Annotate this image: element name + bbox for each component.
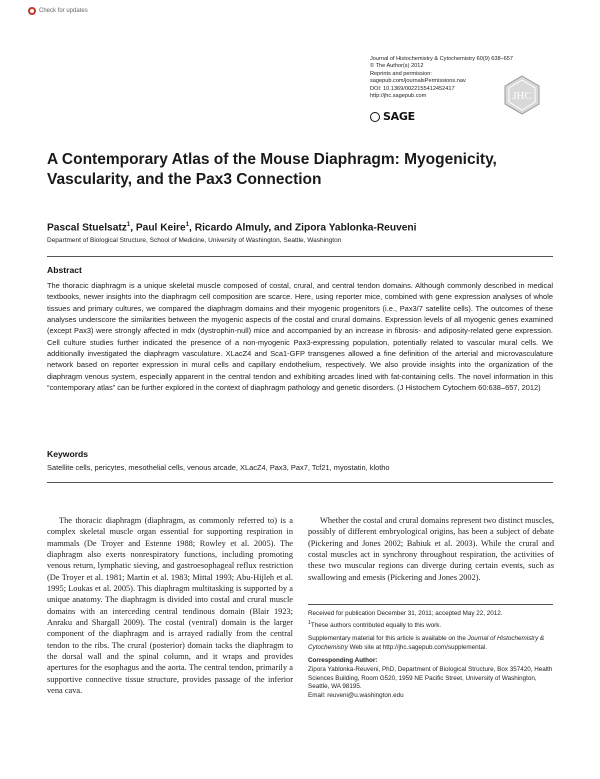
sage-logo-icon	[370, 112, 380, 122]
corresponding-author-email[interactable]: Email: reuveni@u.washington.edu	[308, 691, 404, 699]
supplementary-note: Supplementary material for this article is available on the Journal of Histochemistry & Cytochemistry Web site at http://jhc.sagepub.com/supplemental.	[308, 635, 545, 651]
publisher-logo	[370, 110, 415, 123]
abstract-text: The thoracic diaphragm is a unique skeletal muscle composed of costal, crural, and central tendon domains. Although commonly described in medical textbooks, newer insights into the diaphragm cell composition are scarce. Here, using reporter mice, combined with gene expression analyses of whole tissues and primary cultures, we compared the diaphragm domains and their myogenic progenitors (i.e., Pax3/7 satellite cells). The outcomes of these analyses underscore the similarities between the myogenic aspects of the costal and crural domains. Expression levels of all myogenic genes examined (except Pax3) were strongly affected in mdx (dystrophin-null) mice and accompanied by an increase in fibrosis- and adiposity-related gene expression. Cell culture studies further indicated the presence of a non-myogenic Pax3-expressing population, potentially related to vascular mural cells. We additionally investigated the diaphragm vasculature. XLacZ4 and Sca1-GFP transgenes allowed a fine definition of the arterial and microvasculature network based on reporter expression in mural cells and capillary endothelium, respectively. We also provide insights into the organization of the diaphragm venous system, especially apparent in the central tendon and exhibiting arcades lined with fat-containing cells. The novel information in this “contemporary atlas” can be further explored in the context of diaphragm pathology and genetic disorders. (J Histochem Cytochem 60:638–657, 2012)	[47, 281, 553, 393]
corresponding-author-address: Zipora Yablonka-Reuveni, PhD, Department of Biological Structure, Box 357420, Health Sciences Building, Room G520, 1959 NE Pacific Street, University of Washington, Seattle, WA 98195.	[308, 666, 553, 691]
update-badge[interactable]	[28, 7, 88, 15]
publisher-name: SAGE	[383, 110, 415, 123]
author-name[interactable]: Ricardo Almuly	[194, 222, 269, 234]
copyright: © The Author(s) 2012	[370, 63, 424, 70]
keywords-text: Satellite cells, pericytes, mesothelial cells, venous arcade, XLacZ4, Pax3, Pax7, Tcf21, myostatin, klotho	[47, 463, 390, 472]
update-badge-label: Check for updates	[39, 8, 88, 14]
body-column-left: The thoracic diaphragm (diaphragm, as commonly referred to) is a complex skeletal muscle organ essential for supporting respiration in mammals (De Troyer and Estenne 1988; Rowley et al. 2005). The diaphragm also exerts nonrespiratory functions, including promoting venous return, lymphatic sieving, and gastroesophageal reflux restriction (De Troyer et al. 1981; Martin et al. 1983; Mittal 1993; Abu-Hijleh et al. 1995; Loukas et al. 2005). This diaphragm multitasking is supported by a unique anatomy. The diaphragm is divided into costal and crural muscle domains with an interceding central tendinous domain (Blair 1923; Anraku and Shargall 2009). The costal (ventral) domain is the larger component of the diaphragm and is arrayed radially from the central tendon to the ribs. The crural (posterior) domain tacks the diaphragm to the dorsal wall and the spinal column, and it wraps and provides apertures for the esophagus and the aorta. The central tendon, primarily a supportive connective tissue structure, provides passage of the inferior vena cava.	[47, 516, 293, 696]
check-for-updates-icon	[28, 7, 36, 15]
author-name[interactable]: Pascal Stuelsatz	[47, 222, 127, 234]
keywords-heading: Keywords	[47, 449, 89, 459]
reprints-label: Reprints and permission:	[370, 70, 432, 77]
article-notes	[308, 610, 554, 705]
journal-logo-text: JHC	[512, 90, 532, 102]
permissions-link[interactable]: sagepub.com/journalsPermissions.nav	[370, 78, 466, 85]
author-sup: 1	[126, 222, 131, 228]
journal-url[interactable]: http://jhc.sagepub.com	[370, 93, 427, 100]
contribution-note: $^1$These authors contributed equally to this work.	[308, 619, 442, 629]
doi[interactable]: DOI: 10.1369/0022155412452417	[370, 85, 455, 92]
author-name[interactable]: Zipora Yablonka-Reuveni	[294, 222, 417, 234]
author-name[interactable]: Paul Keire	[135, 222, 186, 234]
author-sup: 1	[185, 222, 190, 228]
divider	[47, 482, 553, 483]
notes-divider	[308, 604, 553, 605]
journal-logo	[502, 75, 542, 115]
article-title: A Contemporary Atlas of the Mouse Diaphragm: Myogenicity, Vascularity, and the Pax3 Connection	[47, 151, 497, 188]
author-list: Pascal Stuelsatz$^1$, Paul Keire$^1$, Ricardo Almuly, and Zipora Yablonka-Reuveni	[47, 222, 417, 234]
body-column-right: Whether the costal and crural domains represent two distinct muscles, possibly of different embryological origins, has been a subject of debate (Pickering and Jones 2002; Babiuk et al. 2003). While the crural and costal muscles act in synchrony throughout respiration, the activities of these two muscular regions can diverge during certain events, such as swallowing and emesis (Pickering and Jones 2002).	[308, 516, 554, 582]
divider	[47, 256, 553, 257]
journal-citation: Journal of Histochemistry & Cytochemistry 60(9) 638–657	[370, 56, 514, 62]
received-date: Received for publication December 31, 2011; accepted May 22, 2012.	[308, 610, 503, 617]
corresponding-author-heading: Corresponding Author:	[308, 657, 378, 665]
abstract-heading: Abstract	[47, 265, 82, 275]
affiliation: Department of Biological Structure, School of Medicine, University of Washington, Seattle, Washington	[47, 237, 342, 244]
